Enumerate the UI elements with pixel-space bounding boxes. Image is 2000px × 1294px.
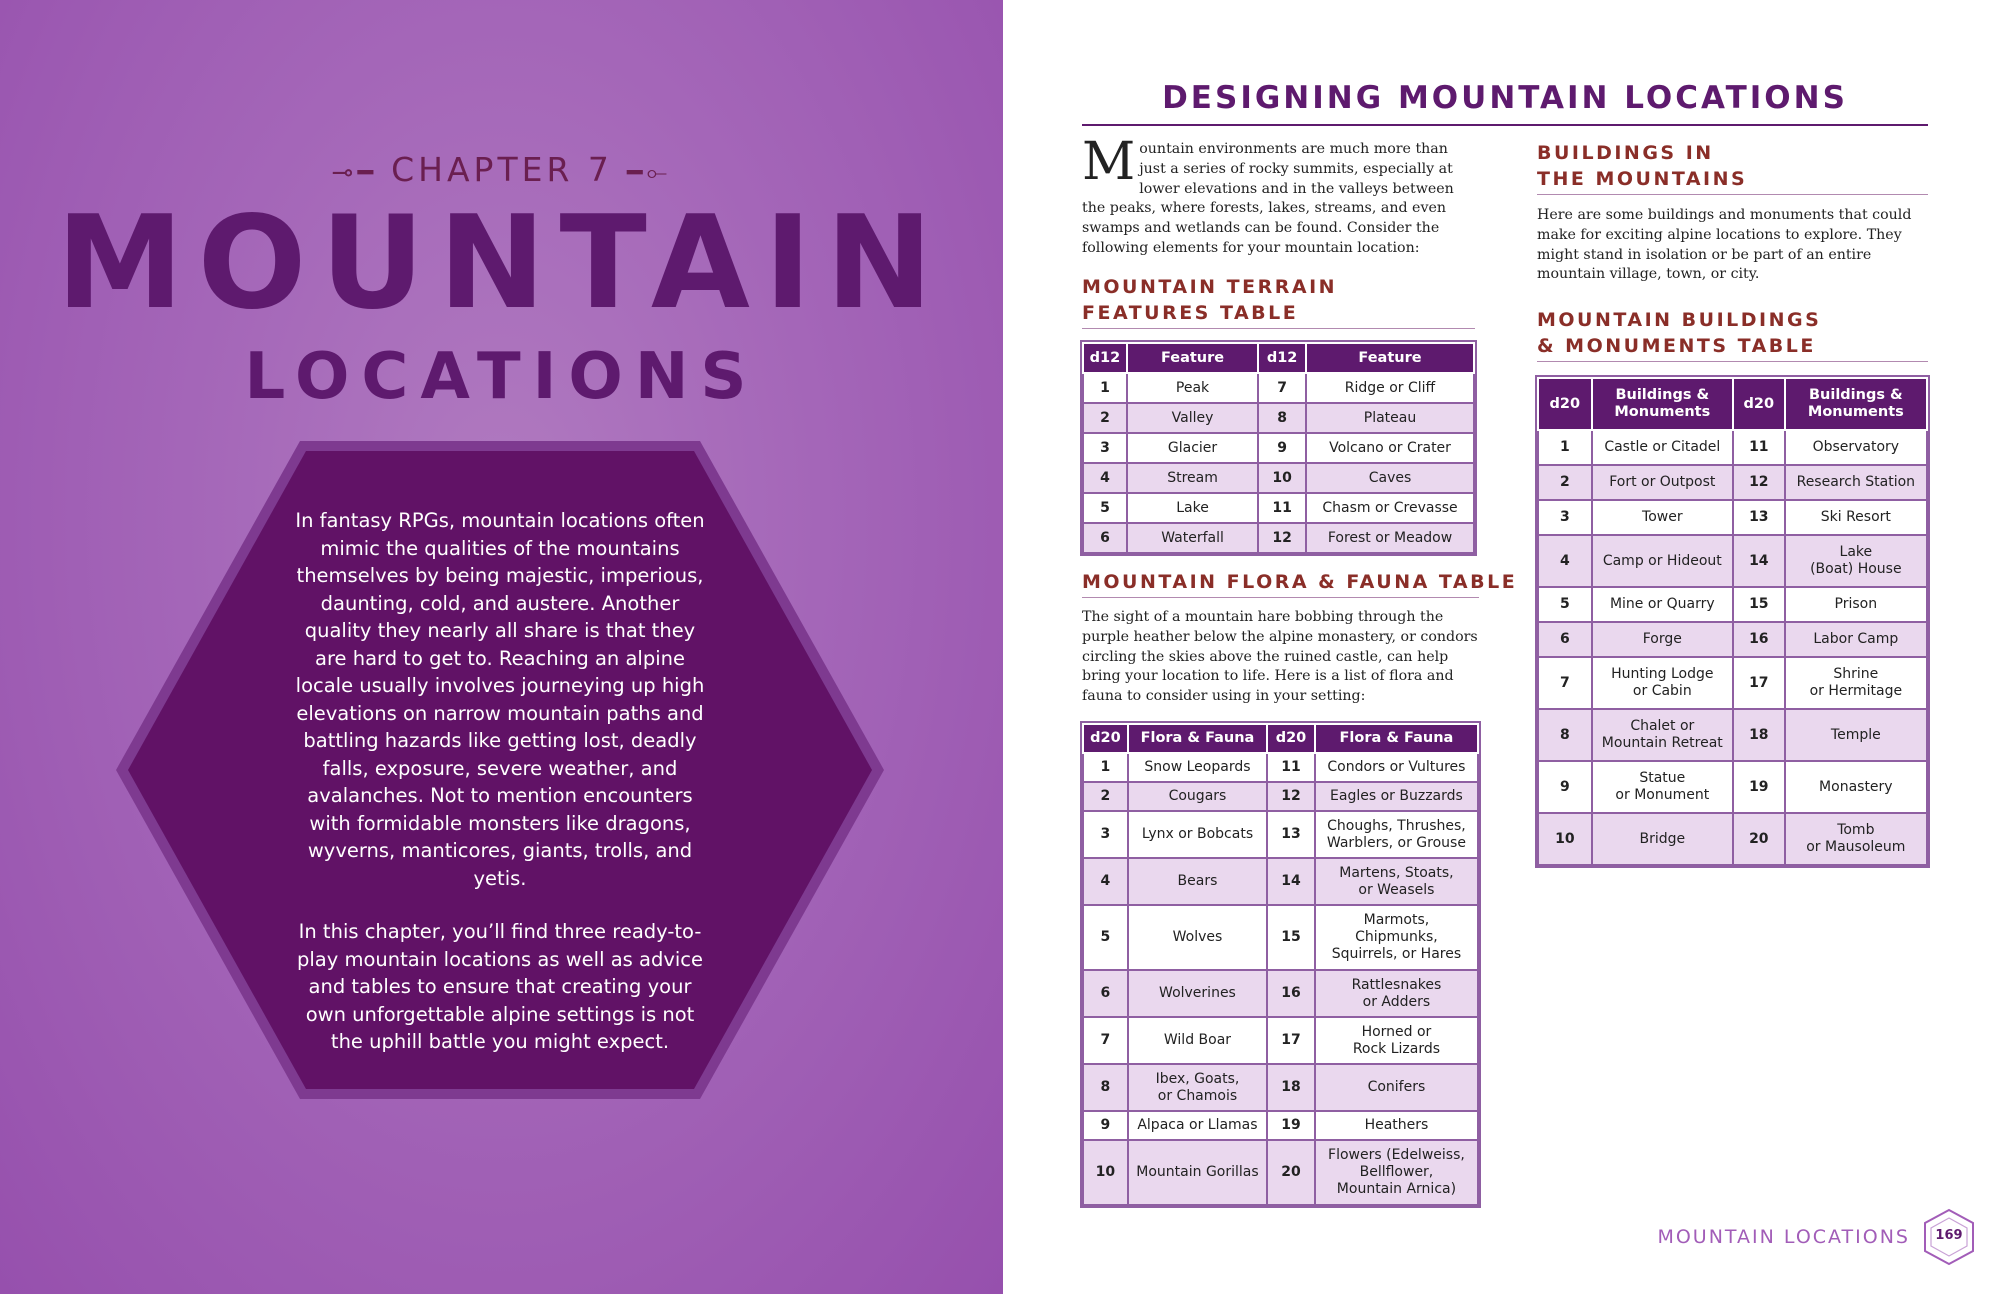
entry-cell: Lake <box>1127 493 1258 523</box>
terrain-features-table <box>1082 342 1475 554</box>
entry-cell: Martens, Stoats, or Weasels <box>1315 858 1478 905</box>
table-row <box>1083 858 1478 905</box>
table-row <box>1083 782 1478 811</box>
roll-number-cell: 4 <box>1083 858 1128 905</box>
entry-cell: Flowers (Edelweiss, Bellflower, Mountain Arnica) <box>1315 1140 1478 1205</box>
entry-cell: Shrine or Hermitage <box>1785 657 1927 709</box>
terrain-heading-line: MOUNTAIN TERRAIN <box>1082 276 1338 298</box>
roll-number-cell: 4 <box>1083 463 1127 493</box>
roll-number-cell: 8 <box>1538 709 1592 761</box>
table-header-cell: Flora & Fauna <box>1128 724 1267 753</box>
roll-number-cell: 8 <box>1083 1064 1128 1111</box>
roll-number-cell: 9 <box>1258 433 1306 463</box>
entry-cell: Observatory <box>1785 430 1927 465</box>
table-row <box>1083 811 1478 858</box>
chapter-title: MOUNTAIN <box>56 189 947 338</box>
buildings-paragraph: Here are some buildings and monuments that could make for exciting alpine locations to explore. They might stand in isolation or be part of an entire mountain village, town, or city. <box>1537 207 1912 283</box>
table-row <box>1538 465 1927 500</box>
roll-number-cell: 9 <box>1083 1111 1128 1140</box>
roll-number-cell: 16 <box>1733 622 1785 657</box>
intro-hexagon <box>110 435 890 1105</box>
flora-fauna-table <box>1082 723 1479 1206</box>
table-row <box>1538 761 1927 813</box>
table-header-row <box>1083 724 1478 753</box>
entry-cell: Cougars <box>1128 782 1267 811</box>
running-footer: MOUNTAIN LOCATIONS <box>1657 1226 1910 1248</box>
drop-cap: M <box>1082 132 1136 192</box>
roll-number-cell: 19 <box>1267 1111 1315 1140</box>
buildings-table-heading <box>1537 307 1821 359</box>
buildings-heading-line: BUILDINGS IN <box>1537 142 1714 164</box>
table-row <box>1538 587 1927 622</box>
entry-cell: Stream <box>1127 463 1258 493</box>
entry-cell: Castle or Citadel <box>1592 430 1733 465</box>
roll-number-cell: 11 <box>1733 430 1785 465</box>
entry-cell: Fort or Outpost <box>1592 465 1733 500</box>
entry-cell: Tower <box>1592 500 1733 535</box>
entry-cell: Lynx or Bobcats <box>1128 811 1267 858</box>
table-row <box>1538 813 1927 865</box>
entry-cell: Choughs, Thrushes, Warblers, or Grouse <box>1315 811 1478 858</box>
table-row <box>1538 430 1927 465</box>
buildings-monuments-table <box>1537 377 1928 866</box>
intro-text <box>290 507 710 1082</box>
table-header-cell: Buildings & Monuments <box>1785 378 1927 430</box>
roll-number-cell: 17 <box>1733 657 1785 709</box>
entry-cell: Waterfall <box>1127 523 1258 553</box>
entry-cell: Temple <box>1785 709 1927 761</box>
entry-cell: Camp or Hideout <box>1592 535 1733 587</box>
roll-number-cell: 3 <box>1538 500 1592 535</box>
buildings-heading <box>1537 140 1747 192</box>
intro-paragraph: In this chapter, you’ll find three ready-to-play mountain locations as well as advice and tables to ensure that creating your own unforgettable alpine settings is not the uphill battle you might expect. <box>296 920 704 1053</box>
entry-cell: Volcano or Crater <box>1306 433 1474 463</box>
roll-number-cell: 9 <box>1538 761 1592 813</box>
entry-cell: Chalet or Mountain Retreat <box>1592 709 1733 761</box>
entry-cell: Statue or Monument <box>1592 761 1733 813</box>
entry-cell: Ridge or Cliff <box>1306 373 1474 403</box>
table-header-cell: d20 <box>1733 378 1785 430</box>
entry-cell: Rattlesnakes or Adders <box>1315 970 1478 1017</box>
entry-cell: Glacier <box>1127 433 1258 463</box>
roll-number-cell: 6 <box>1538 622 1592 657</box>
entry-cell: Wild Boar <box>1128 1017 1267 1064</box>
intro-paragraph: In fantasy RPGs, mountain locations often mimic the qualities of the mountains themselves by being majestic, imperious, daunting, cold, and austere. Another quality they nearly all share is that they are hard to get to. Reaching an alpine locale usually involves journeying up high elevations on narrow mountain paths and battling hazards like getting lost, deadly falls, exposure, severe weather, and avalanches. Not to mention encounters with formidable monsters like dragons, wyverns, manticores, giants, trolls, and yetis. <box>295 509 705 890</box>
roll-number-cell: 20 <box>1267 1140 1315 1205</box>
entry-cell: Marmots, Chipmunks, Squirrels, or Hares <box>1315 905 1478 970</box>
title-divider <box>1082 124 1928 126</box>
roll-number-cell: 15 <box>1267 905 1315 970</box>
roll-number-cell: 17 <box>1267 1017 1315 1064</box>
flora-paragraph: The sight of a mountain hare bobbing through the purple heather below the alpine monastery, or condors circling the skies above the ruined castle, can help bring your location to life. Here is a list of flora and fauna to consider using in your setting: <box>1082 609 1478 705</box>
entry-cell: Condors or Vultures <box>1315 753 1478 782</box>
roll-number-cell: 19 <box>1733 761 1785 813</box>
table-row <box>1083 463 1474 493</box>
table-row <box>1538 535 1927 587</box>
roll-number-cell: 10 <box>1083 1140 1128 1205</box>
table-row <box>1538 709 1927 761</box>
roll-number-cell: 15 <box>1733 587 1785 622</box>
roll-number-cell: 3 <box>1083 433 1127 463</box>
roll-number-cell: 1 <box>1083 753 1128 782</box>
roll-number-cell: 14 <box>1267 858 1315 905</box>
entry-cell: Mine or Quarry <box>1592 587 1733 622</box>
left-ornament-icon: ⊸━ <box>331 158 378 188</box>
roll-number-cell: 7 <box>1258 373 1306 403</box>
roll-number-cell: 20 <box>1733 813 1785 865</box>
table-row <box>1083 753 1478 782</box>
roll-number-cell: 1 <box>1538 430 1592 465</box>
roll-number-cell: 12 <box>1267 782 1315 811</box>
right-ornament-icon: ━⟜ <box>626 158 672 188</box>
entry-cell: Wolves <box>1128 905 1267 970</box>
table-header-row <box>1538 378 1927 430</box>
buildings-table-heading-line: MOUNTAIN BUILDINGS <box>1537 309 1822 331</box>
roll-number-cell: 12 <box>1258 523 1306 553</box>
roll-number-cell: 2 <box>1083 403 1127 433</box>
table-header-cell: d12 <box>1083 343 1127 373</box>
entry-cell: Labor Camp <box>1785 622 1927 657</box>
terrain-heading-line: FEATURES TABLE <box>1082 302 1299 324</box>
table-row <box>1083 523 1474 553</box>
roll-number-cell: 10 <box>1258 463 1306 493</box>
roll-number-cell: 16 <box>1267 970 1315 1017</box>
entry-cell: Chasm or Crevasse <box>1306 493 1474 523</box>
table-row <box>1083 1064 1478 1111</box>
page-title: DESIGNING MOUNTAIN LOCATIONS <box>1162 80 1848 116</box>
entry-cell: Monastery <box>1785 761 1927 813</box>
entry-cell: Horned or Rock Lizards <box>1315 1017 1478 1064</box>
table-header-cell: Feature <box>1127 343 1258 373</box>
roll-number-cell: 2 <box>1538 465 1592 500</box>
roll-number-cell: 3 <box>1083 811 1128 858</box>
roll-number-cell: 13 <box>1733 500 1785 535</box>
roll-number-cell: 5 <box>1083 905 1128 970</box>
roll-number-cell: 8 <box>1258 403 1306 433</box>
entry-cell: Tomb or Mausoleum <box>1785 813 1927 865</box>
roll-number-cell: 7 <box>1083 1017 1128 1064</box>
entry-cell: Peak <box>1127 373 1258 403</box>
roll-number-cell: 5 <box>1538 587 1592 622</box>
table-header-cell: Buildings & Monuments <box>1592 378 1733 430</box>
table-header-cell: d12 <box>1258 343 1306 373</box>
entry-cell: Lake (Boat) House <box>1785 535 1927 587</box>
entry-cell: Ski Resort <box>1785 500 1927 535</box>
roll-number-cell: 11 <box>1267 753 1315 782</box>
entry-cell: Caves <box>1306 463 1474 493</box>
table-row <box>1083 1017 1478 1064</box>
roll-number-cell: 18 <box>1733 709 1785 761</box>
chapter-subtitle: LOCATIONS <box>244 340 759 414</box>
entry-cell: Ibex, Goats, or Chamois <box>1128 1064 1267 1111</box>
entry-cell: Conifers <box>1315 1064 1478 1111</box>
entry-cell: Plateau <box>1306 403 1474 433</box>
table-row <box>1083 1111 1478 1140</box>
entry-cell: Wolverines <box>1128 970 1267 1017</box>
terrain-heading <box>1082 274 1337 326</box>
page-number: 169 <box>1935 1228 1963 1243</box>
entry-cell: Valley <box>1127 403 1258 433</box>
table-row <box>1083 403 1474 433</box>
table-row <box>1083 433 1474 463</box>
entry-cell: Bridge <box>1592 813 1733 865</box>
table-row <box>1083 493 1474 523</box>
flora-rule <box>1082 597 1479 598</box>
entry-cell: Hunting Lodge or Cabin <box>1592 657 1733 709</box>
table-row <box>1538 622 1927 657</box>
buildings-table-rule <box>1537 361 1928 362</box>
roll-number-cell: 6 <box>1083 523 1127 553</box>
roll-number-cell: 6 <box>1083 970 1128 1017</box>
entry-cell: Prison <box>1785 587 1927 622</box>
roll-number-cell: 2 <box>1083 782 1128 811</box>
intro-body: ountain environments are much more than just a series of rocky summits, especially at lower elevations and in the valleys between the peaks, where forests, lakes, streams, and even swamps and wetlands can be found. Consider the following elements for your mountain location: <box>1082 141 1454 256</box>
buildings-rule <box>1537 194 1928 195</box>
entry-cell: Snow Leopards <box>1128 753 1267 782</box>
table-row <box>1083 373 1474 403</box>
entry-cell: Bears <box>1128 858 1267 905</box>
table-header-row <box>1083 343 1474 373</box>
flora-heading: MOUNTAIN FLORA & FAUNA TABLE <box>1082 571 1518 593</box>
entry-cell: Research Station <box>1785 465 1927 500</box>
entry-cell: Mountain Gorillas <box>1128 1140 1267 1205</box>
table-row <box>1083 1140 1478 1205</box>
table-header-cell: d20 <box>1083 724 1128 753</box>
entry-cell: Heathers <box>1315 1111 1478 1140</box>
roll-number-cell: 5 <box>1083 493 1127 523</box>
roll-number-cell: 12 <box>1733 465 1785 500</box>
table-row <box>1538 657 1927 709</box>
roll-number-cell: 4 <box>1538 535 1592 587</box>
chapter-label <box>0 150 1003 189</box>
table-row <box>1083 905 1478 970</box>
table-header-cell: Feature <box>1306 343 1474 373</box>
chapter-number: CHAPTER 7 <box>391 150 613 189</box>
roll-number-cell: 14 <box>1733 535 1785 587</box>
buildings-table-heading-line: & MONUMENTS TABLE <box>1537 335 1816 357</box>
roll-number-cell: 18 <box>1267 1064 1315 1111</box>
table-row <box>1083 970 1478 1017</box>
buildings-heading-line: THE MOUNTAINS <box>1537 168 1748 190</box>
entry-cell: Alpaca or Llamas <box>1128 1111 1267 1140</box>
roll-number-cell: 10 <box>1538 813 1592 865</box>
table-header-cell: d20 <box>1538 378 1592 430</box>
table-row <box>1538 500 1927 535</box>
entry-cell: Forge <box>1592 622 1733 657</box>
intro-paragraph <box>1082 132 1465 259</box>
roll-number-cell: 13 <box>1267 811 1315 858</box>
entry-cell: Forest or Meadow <box>1306 523 1474 553</box>
roll-number-cell: 7 <box>1538 657 1592 709</box>
table-header-cell: d20 <box>1267 724 1315 753</box>
roll-number-cell: 11 <box>1258 493 1306 523</box>
roll-number-cell: 1 <box>1083 373 1127 403</box>
terrain-rule <box>1082 328 1475 329</box>
table-header-cell: Flora & Fauna <box>1315 724 1478 753</box>
entry-cell: Eagles or Buzzards <box>1315 782 1478 811</box>
